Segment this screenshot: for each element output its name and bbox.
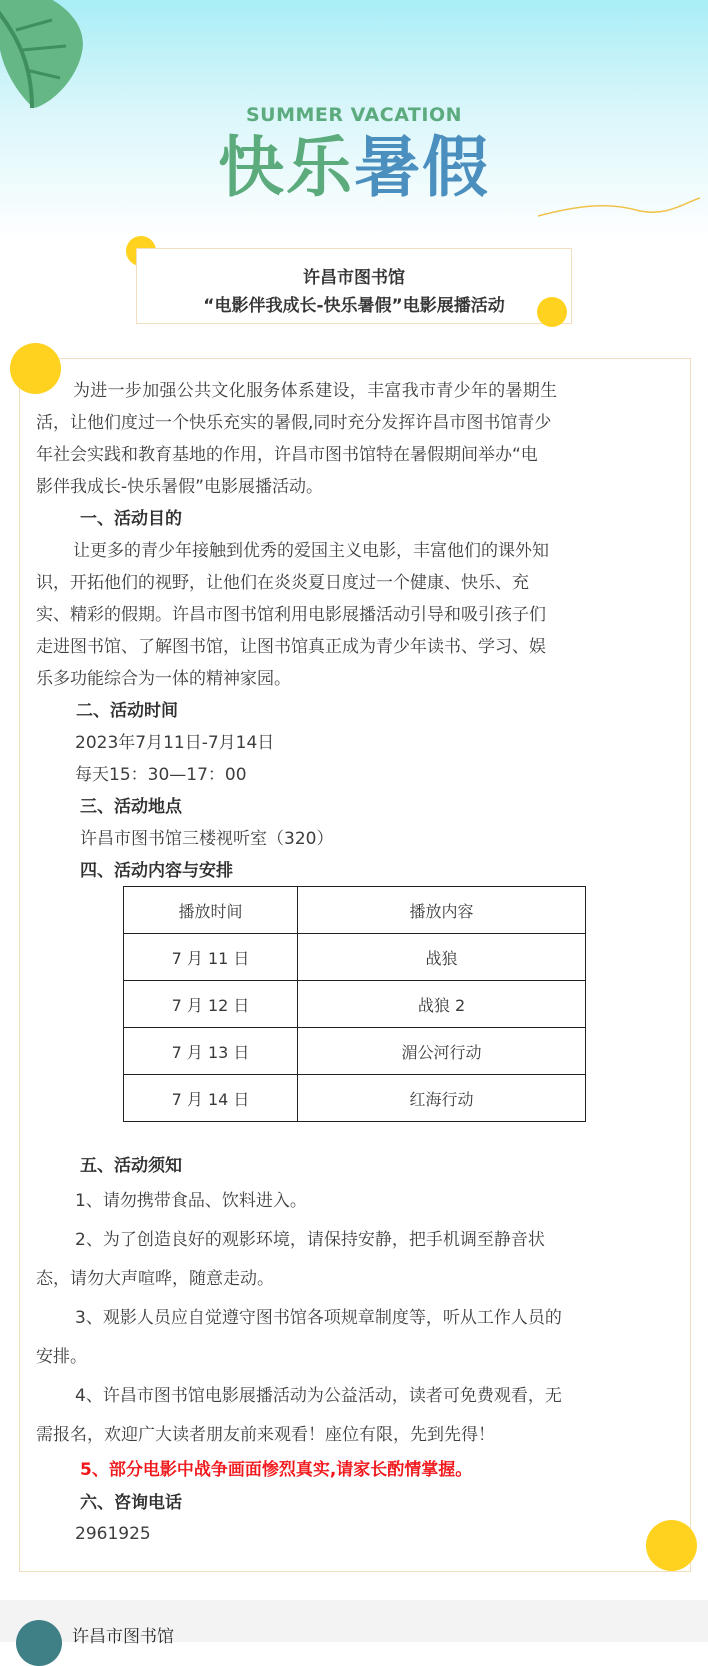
account-name[interactable]: 许昌市图书馆 [72, 1627, 174, 1647]
title-part-2: 暑假 [354, 129, 490, 206]
purpose-line: 识，开拓他们的视野，让他们在炎炎夏日度过一个健康、快乐、充 [36, 573, 529, 593]
event-name: “电影伴我成长-快乐暑假”电影展播活动 [203, 296, 505, 316]
purpose-line: 实、精彩的假期。许昌市图书馆利用电影展播活动引导和吸引孩子们 [36, 605, 546, 625]
notice-item: 1、请勿携带食品、饮料进入。 [75, 1191, 307, 1211]
table-row [124, 1028, 586, 1075]
section-heading-notice: 五、活动须知 [80, 1156, 182, 1176]
table-row [124, 981, 586, 1028]
notice-item: 安排。 [36, 1347, 87, 1367]
schedule-table [123, 886, 586, 1122]
table-row [124, 1075, 586, 1122]
decor-dot-yellow [537, 297, 567, 327]
decor-dot-yellow [646, 1520, 697, 1571]
table-cell-date: 7 月 14 日 [124, 1075, 298, 1122]
avatar[interactable] [16, 1620, 62, 1666]
notice-item: 3、观影人员应自觉遵守图书馆各项规章制度等，听从工作人员的 [75, 1308, 562, 1328]
table-cell-film: 湄公河行动 [298, 1028, 586, 1075]
intro-line: 年社会实践和教育基地的作用，许昌市图书馆特在暑假期间举办“电 [36, 445, 538, 465]
page-title [0, 128, 708, 208]
leaf-icon [0, 0, 94, 120]
table-cell-date: 7 月 13 日 [124, 1028, 298, 1075]
event-daily-time: 每天15：30—17：00 [75, 765, 247, 785]
intro-line: 活，让他们度过一个快乐充实的暑假,同时充分发挥许昌市图书馆青少 [36, 413, 552, 433]
table-cell-date: 7 月 12 日 [124, 981, 298, 1028]
table-cell-film: 红海行动 [298, 1075, 586, 1122]
notice-item: 4、许昌市图书馆电影展播活动为公益活动，读者可免费观看，无 [75, 1386, 562, 1406]
event-date: 2023年7月11日-7月14日 [75, 733, 275, 753]
table-cell-film: 战狼 2 [298, 981, 586, 1028]
event-title-box [136, 248, 572, 324]
section-heading-place: 三、活动地点 [80, 797, 182, 817]
notice-item: 态，请勿大声喧哗，随意走动。 [36, 1269, 274, 1289]
library-name: 许昌市图书馆 [303, 268, 405, 288]
table-cell-date: 7 月 11 日 [124, 934, 298, 981]
purpose-line: 走进图书馆、了解图书馆，让图书馆真正成为青少年读书、学习、娱 [36, 637, 546, 657]
section-heading-schedule: 四、活动内容与安排 [80, 861, 233, 881]
notice-item: 需报名，欢迎广大读者朋友前来观看！座位有限，先到先得！ [36, 1425, 495, 1445]
intro-line: 影伴我成长-快乐暑假”电影展播活动。 [36, 477, 323, 497]
notice-warning: 5、部分电影中战争画面惨烈真实,请家长酌情掌握。 [80, 1460, 473, 1480]
account-footer[interactable] [0, 1600, 708, 1647]
header-banner [0, 0, 708, 240]
decor-dot-yellow [10, 343, 61, 394]
table-row [124, 934, 586, 981]
purpose-line: 让更多的青少年接触到优秀的爱国主义电影，丰富他们的课外知 [73, 541, 549, 561]
table-cell-film: 战狼 [298, 934, 586, 981]
intro-line: 为进一步加强公共文化服务体系建设，丰富我市青少年的暑期生 [73, 381, 558, 401]
section-heading-contact: 六、咨询电话 [80, 1493, 182, 1513]
table-header-cell: 播放内容 [298, 887, 586, 934]
table-header-cell: 播放时间 [124, 887, 298, 934]
section-heading-purpose: 一、活动目的 [80, 509, 182, 529]
subtitle-english: SUMMER VACATION [245, 104, 463, 126]
section-heading-time: 二、活动时间 [76, 701, 178, 721]
contact-phone: 2961925 [75, 1524, 151, 1544]
purpose-line: 乐多功能综合为一体的精神家园。 [36, 669, 291, 689]
notice-item: 2、为了创造良好的观影环境，请保持安静，把手机调至静音状 [75, 1230, 545, 1250]
table-header-row [124, 887, 586, 934]
event-place: 许昌市图书馆三楼视听室（320） [80, 829, 334, 849]
title-part-1: 快乐 [218, 129, 354, 206]
